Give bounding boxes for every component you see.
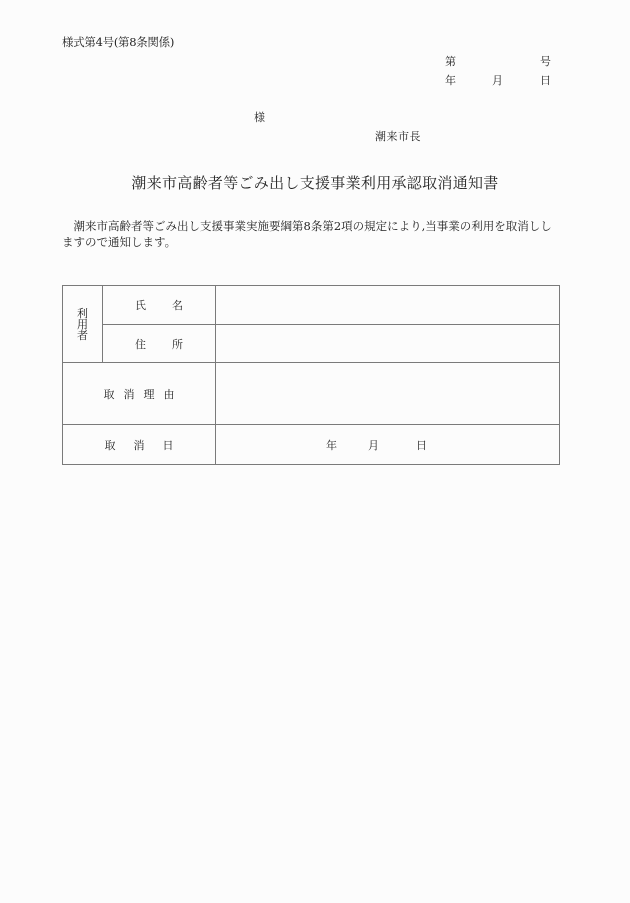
cancel-reason-label: 取消理由	[63, 363, 216, 425]
document-title: 潮来市高齢者等ごみ出し支援事業利用承認取消通知書	[131, 174, 499, 192]
document-number-suffix: 号	[540, 55, 551, 68]
cancel-date-field[interactable]	[216, 425, 560, 465]
form-number: 様式第4号(第8条関係)	[62, 35, 175, 49]
issue-date-year: 年	[445, 74, 456, 87]
name-label: 氏名	[103, 286, 216, 325]
cancel-date-label: 取消日	[63, 425, 216, 465]
table-row-address	[63, 325, 560, 363]
issue-date-month: 月	[492, 74, 503, 87]
name-field[interactable]	[216, 286, 560, 325]
cancellation-form-table	[62, 285, 560, 465]
document-number-label: 第	[445, 55, 456, 68]
address-field[interactable]	[216, 325, 560, 363]
issuer-name: 潮来市長	[375, 130, 421, 143]
issue-date-day: 日	[540, 74, 551, 87]
cancel-reason-field[interactable]	[216, 363, 560, 425]
table-row-name	[63, 286, 560, 325]
cancel-date-month: 月	[368, 438, 379, 452]
notice-body: 潮来市高齢者等ごみ出し支援事業実施要綱第8条第2項の規定により,当事業の利用を取消ししますので通知します。	[62, 219, 552, 249]
user-group-label: 利 用 者	[63, 286, 103, 363]
table-row-cancel-date	[63, 425, 560, 465]
addressee-honorific: 様	[254, 111, 265, 124]
table-row-reason	[63, 363, 560, 425]
address-label: 住所	[103, 325, 216, 363]
cancel-date-day: 日	[416, 438, 427, 452]
cancel-date-year: 年	[326, 438, 337, 452]
